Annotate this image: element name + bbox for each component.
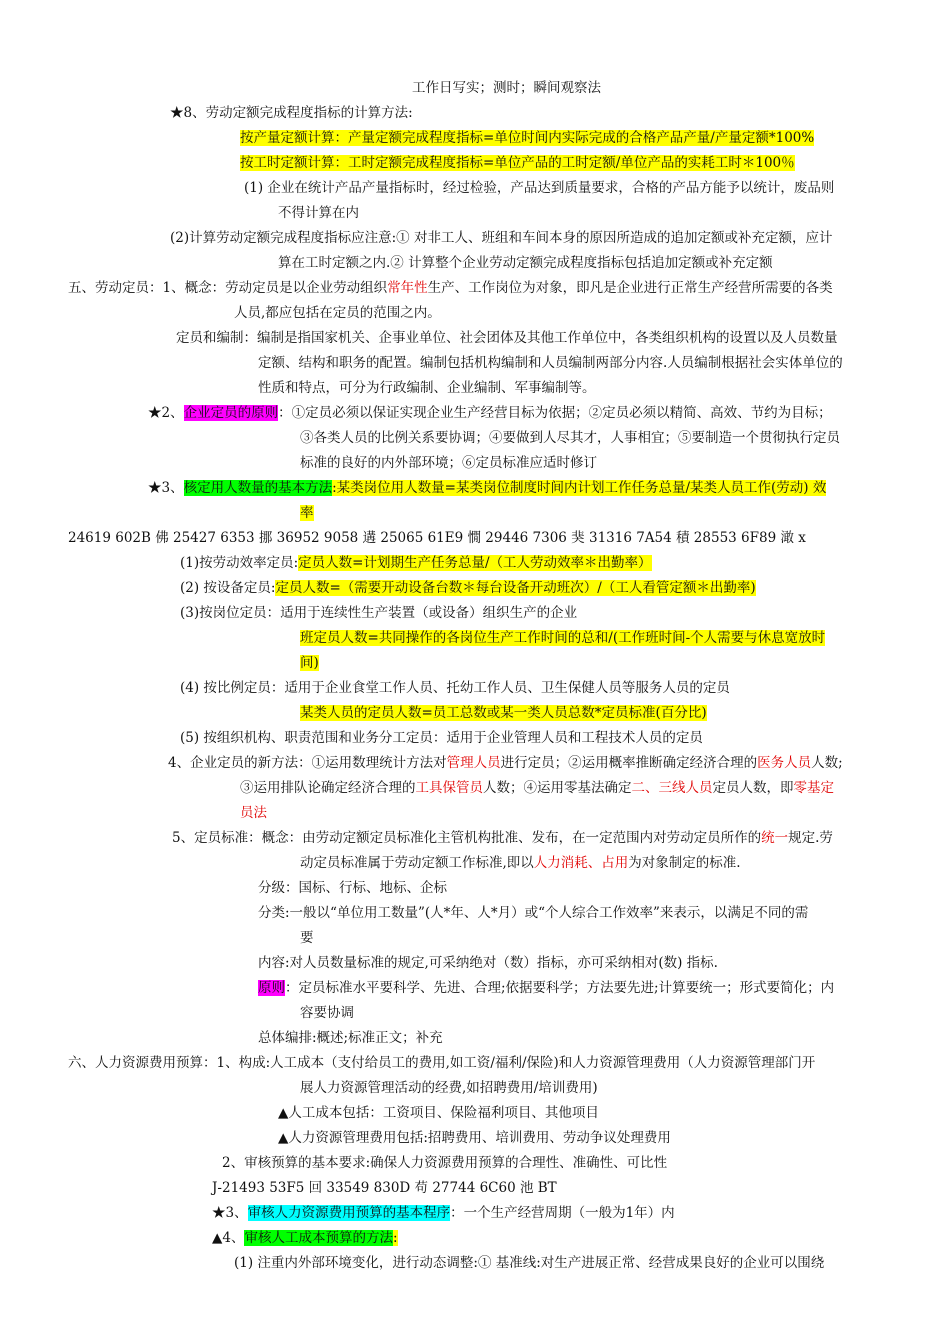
text-segment: 定额、结构和职务的配置。编制包括机构编制和人员编制两部分内容.人员编制根据社会实体单位的 (258, 355, 843, 371)
highlighted-text: 原则 (258, 980, 285, 996)
text-segment: ③各类人员的比例关系要协调；④要做到人尽其才，人事相宜；⑤要制造一个贯彻执行定员 (300, 430, 840, 446)
text-line (240, 803, 267, 823)
text-line (222, 1153, 667, 1173)
red-text: 管理人员 (446, 755, 501, 771)
text-line (180, 578, 756, 598)
text-segment: (4) 按比例定员：适用于企业食堂工作人员、托幼工作人员、卫生保健人员等服务人员的定员 (180, 680, 730, 696)
text-line (258, 378, 596, 398)
text-line (68, 278, 833, 298)
text-segment: 定员人数，即 (712, 780, 794, 796)
text-line (300, 503, 314, 523)
red-text: 医务人员 (757, 755, 812, 771)
text-segment: (1)按劳动效率定员: (180, 555, 299, 571)
highlighted-text: : (332, 480, 337, 496)
text-line (258, 878, 447, 898)
text-segment: 容要协调 (300, 1005, 354, 1021)
highlighted-text: 率 (300, 505, 314, 521)
text-segment: 为对象制定的标准. (628, 855, 741, 871)
text-line (234, 1253, 824, 1273)
red-text: 员法 (240, 805, 267, 821)
text-line (300, 628, 825, 648)
text-segment: 5、定员标准：概念：由劳动定额定员标准化主管机构批准、发布，在一定范围内对劳动定员所作的 (172, 830, 762, 846)
text-line (300, 1078, 598, 1098)
text-line (258, 978, 834, 998)
text-segment: 24619 602B 佛 25427 6353 挪 36952 9058 遘 25065 61E9 憪 29446 7306 猆 31316 7A54 積 28553 6F89 澉 x (68, 530, 806, 546)
text-segment: 内容:对人员数量标准的规定,可采纳绝对（数）指标，亦可采纳相对(数) 指标. (258, 955, 718, 971)
text-line (212, 1178, 557, 1198)
highlighted-text: 企业定员的原则 (183, 405, 279, 421)
highlighted-text: 按工时定额计算：工时定额完成程度指标=单位产品的工时定额/单位产品的实耗工时＊100％ (240, 155, 795, 171)
text-line (258, 953, 718, 973)
text-line (300, 928, 314, 948)
text-line (180, 603, 577, 623)
text-segment: 人员,都应包括在定员的范围之内。 (234, 305, 441, 321)
text-line (172, 828, 833, 848)
red-text: 零基定 (793, 780, 834, 796)
text-segment: (1) 注重内外部环境变化，进行动态调整:① 基准线:对生产进展正常、经营成果良好的企业可以围绕 (234, 1255, 825, 1271)
text-segment: 性质和特点，可分为行政编制、企业编制、军事编制等。 (258, 380, 596, 396)
red-text: 工具保管员 (415, 780, 483, 796)
text-line (240, 153, 795, 173)
text-line (300, 853, 741, 873)
text-segment: 分类:一般以“单位用工数量”(人*年、人*月）或“个人综合工作效率”来表示，以满足不同的需 (258, 905, 809, 921)
text-line (170, 103, 413, 123)
text-segment: 标准的良好的内外部环境；⑥定员标准应适时修订 (300, 455, 597, 471)
text-segment: 规定.劳 (788, 830, 833, 846)
text-line (212, 1228, 398, 1248)
text-line (278, 253, 773, 273)
highlighted-text: : (392, 1230, 398, 1246)
text-line (180, 553, 652, 573)
text-line (258, 353, 843, 373)
text-segment: 展人力资源管理活动的经费,如招聘费用/培训费用) (300, 1080, 598, 1096)
text-line (212, 1203, 675, 1223)
text-segment: 进行定员；②运用概率推断确定经济合理的 (500, 755, 758, 771)
text-segment: 五、劳动定员：1、概念：劳动定员是以企业劳动组织 (68, 280, 388, 296)
text-line (148, 403, 832, 423)
text-line (240, 778, 834, 798)
text-segment: (2)计算劳动定额完成程度指标应注意:① 对非工人、班组和车间本身的原因所造成的追加定额或补充定额，应计 (170, 230, 833, 246)
red-text: 统一 (761, 830, 789, 846)
text-segment: 总体编排:概述;标准正文；补充 (258, 1030, 443, 1046)
text-line (278, 1103, 599, 1123)
text-segment: 动定员标准属于劳动定额工作标准,即以 (300, 855, 534, 871)
highlighted-text: 定员人数=计划期生产任务总量/（工人劳动效率＊出勤率） (298, 555, 652, 571)
text-segment: 不得计算在内 (278, 205, 359, 221)
text-segment: ：一个生产经营周期（一般为1年）内 (450, 1205, 675, 1221)
text-segment: ▲人力资源管理费用包括:招聘费用、培训费用、劳动争议处理费用 (278, 1130, 671, 1146)
text-segment: ★2、 (148, 405, 184, 421)
red-text: 人力消耗、占用 (533, 855, 629, 871)
text-segment: 4、企业定员的新方法：①运用数理统计方法对 (168, 755, 447, 771)
text-line (234, 303, 441, 323)
text-line (68, 528, 806, 548)
text-line (412, 78, 601, 98)
text-line (170, 228, 832, 248)
text-line (300, 1003, 354, 1023)
text-line (278, 203, 359, 223)
text-segment: ：①定员必须以保证实现企业生产经营目标为依据；②定员必须以精简、高效、节约为目标； (278, 405, 832, 421)
text-line (278, 1128, 671, 1148)
text-segment: (5) 按组织机构、职责范围和业务分工定员：适用于企业管理人员和工程技术人员的定员 (180, 730, 703, 746)
highlighted-text: 按产量定额计算：产量定额完成程度指标=单位时间内实际完成的合格产品产量/产量定额*100% (240, 130, 815, 146)
text-segment: 2、审核预算的基本要求:确保人力资源费用预算的合理性、准确性、可比性 (222, 1155, 668, 1171)
text-line (300, 703, 707, 723)
red-text: 二、三线人员 (631, 780, 713, 796)
text-line (258, 1028, 443, 1048)
highlighted-text: 班定员人数=共同操作的各岗位生产工作时间的总和/(工作班时间-个人需要与休息宽放时 (300, 630, 826, 646)
text-line (300, 428, 840, 448)
highlighted-text: 审核人工成本预算的方法 (244, 1230, 393, 1246)
text-line (300, 653, 319, 673)
text-line (258, 903, 808, 923)
text-segment: ：定员标准水平要科学、先进、合理;依据要科学；方法要先进;计算要统一；形式要简化；内 (285, 980, 835, 996)
text-segment: ★3、 (212, 1205, 248, 1221)
text-line (176, 328, 838, 348)
highlighted-text: 核定用人数量的基本方法 (183, 480, 333, 496)
text-segment: (3)按岗位定员：适用于连续性生产装置（或设备）组织生产的企业 (180, 605, 578, 621)
text-segment: J-21493 53F5 回 33549 830D 苟 27744 6C60 池 BT (212, 1180, 557, 1196)
text-segment: 人数；④运用零基法确定 (483, 780, 632, 796)
text-segment: (1) 企业在统计产品产量指标时，经过检验，产品达到质量要求，合格的产品方能予以统计，废品则 (244, 180, 835, 196)
text-line (180, 678, 730, 698)
text-line (68, 1053, 815, 1073)
text-segment: ▲人工成本包括：工资项目、保险福利项目、其他项目 (278, 1105, 599, 1121)
text-line (244, 178, 834, 198)
text-segment: 算在工时定额之内.② 计算整个企业劳动定额完成程度指标包括追加定额或补充定额 (278, 255, 773, 271)
text-line (148, 478, 826, 498)
text-segment: 要 (300, 930, 314, 946)
text-segment: 人数; (811, 755, 843, 771)
highlighted-text: 间) (300, 655, 319, 671)
text-segment: 定员和编制：编制是指国家机关、企事业单位、社会团体及其他工作单位中，各类组织机构的设置以及人员数量 (176, 330, 838, 346)
text-segment: 六、人力资源费用预算：1、构成:人工成本（支付给员工的费用,如工资/福利/保险)和人力资源管理费用（人力资源管理部门开 (68, 1055, 816, 1071)
highlighted-text: 某类人员的定员人数=员工总数或某一类人员总数*定员标准(百分比) (300, 705, 707, 721)
highlighted-text: 审核人力资源费用预算的基本程序 (247, 1205, 451, 1221)
text-segment: ★3、 (148, 480, 184, 496)
highlighted-text: 定员人数=（需要开动设备台数＊每台设备开动班次）/（工人看管定额＊出勤率) (275, 580, 756, 596)
text-segment: 分级：国标、行标、地标、企标 (258, 880, 447, 896)
highlighted-text: 某类岗位用人数量=某类岗位制度时间内计划工作任务总量/某类人员工作(劳动) 效 (336, 480, 827, 496)
text-segment: ▲4、 (212, 1230, 245, 1246)
text-line (300, 453, 597, 473)
text-segment: (2) 按设备定员: (180, 580, 276, 596)
text-segment: ③运用排队论确定经济合理的 (240, 780, 416, 796)
text-line (240, 128, 814, 148)
text-line (168, 753, 843, 773)
red-text: 常年性 (387, 280, 428, 296)
text-segment: ★8、劳动定额完成程度指标的计算方法: (170, 105, 413, 121)
text-segment: 生产、工作岗位为对象，即凡是企业进行正常生产经营所需要的各类 (427, 280, 833, 296)
text-segment: 工作日写实；测时；瞬间观察法 (412, 80, 601, 96)
text-line (180, 728, 703, 748)
